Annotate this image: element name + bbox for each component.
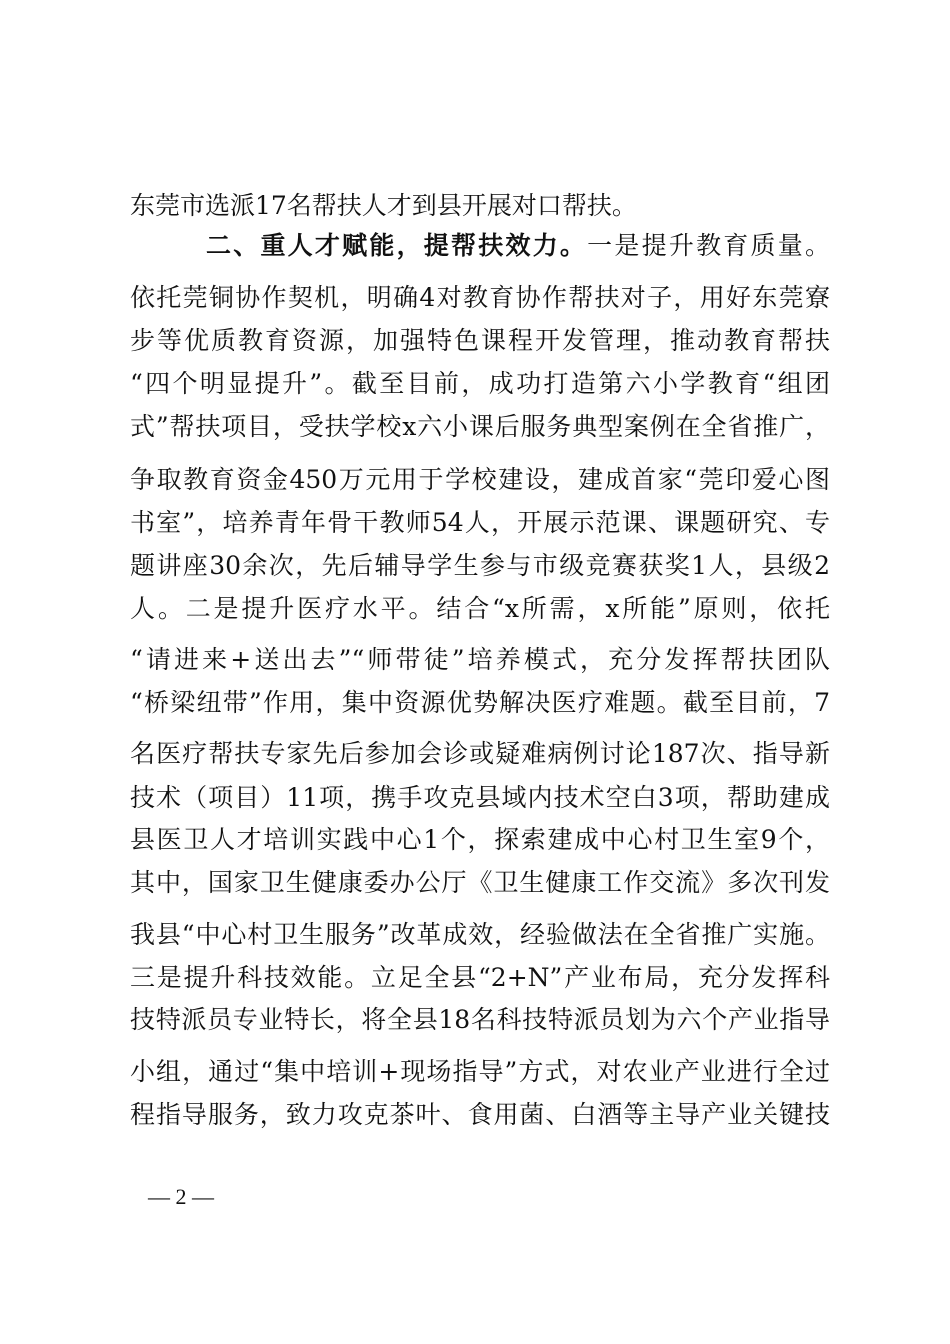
text-line: “请进来+送出去”“师带徒”培养模式，充分发挥帮扶团队 [130, 645, 830, 674]
text-line: 其中，国家卫生健康委办公厅《卫生健康工作交流》多次刊发 [130, 868, 830, 897]
text-line: “桥梁纽带”作用，集中资源优势解决医疗难题。截至目前，7 [130, 688, 830, 717]
text-line: 技特派员专业特长，将全县18名科技特派员划为六个产业指导 [130, 1005, 830, 1034]
text-line: 县医卫人才培训实践中心1个，探索建成中心村卫生室9个， [130, 825, 830, 854]
text-line: 式”帮扶项目，受扶学校x六小课后服务典型案例在全省推广， [130, 412, 830, 441]
text-line: 名医疗帮扶专家先后参加会诊或疑难病例讨论187次、指导新 [130, 739, 830, 768]
text-line: 程指导服务，致力攻克茶叶、食用菌、白酒等主导产业关键技 [130, 1100, 830, 1129]
page-number: — 2 — [148, 1184, 214, 1209]
text-line: 我县“中心村卫生服务”改革成效，经验做法在全省推广实施。 [130, 920, 830, 949]
text-line: 技术（项目）11项，携手攻克县域内技术空白3项，帮助建成 [130, 783, 830, 812]
text-line: 书室”，培养青年骨干教师54人，开展示范课、课题研究、专 [130, 508, 830, 537]
text-line: 依托莞铜协作契机，明确4对教育协作帮扶对子，用好东莞寮 [130, 283, 830, 312]
text-line: 人。二是提升医疗水平。结合“x所需，x所能”原则，依托 [130, 594, 830, 623]
section-heading-line: 二、重人才赋能，提帮扶效力。一是提升教育质量。 [206, 231, 830, 260]
text-line: 小组，通过“集中培训+现场指导”方式，对农业产业进行全过 [130, 1057, 830, 1086]
text-line: 三是提升科技效能。立足全县“2+N”产业布局，充分发挥科 [130, 963, 830, 992]
section-heading: 二、重人才赋能，提帮扶效力。 [206, 231, 588, 260]
text-line: 东莞市选派17名帮扶人才到县开展对口帮扶。 [130, 191, 637, 220]
text-line: 步等优质教育资源，加强特色课程开发管理，推动教育帮扶 [130, 326, 830, 355]
text-line: 争取教育资金450万元用于学校建设，建成首家“莞印爱心图 [130, 465, 830, 494]
text-line: “四个明显提升”。截至目前，成功打造第六小学教育“组团 [130, 369, 830, 398]
text-line: 题讲座30余次，先后辅导学生参与市级竞赛获奖1人，县级2 [130, 551, 830, 580]
